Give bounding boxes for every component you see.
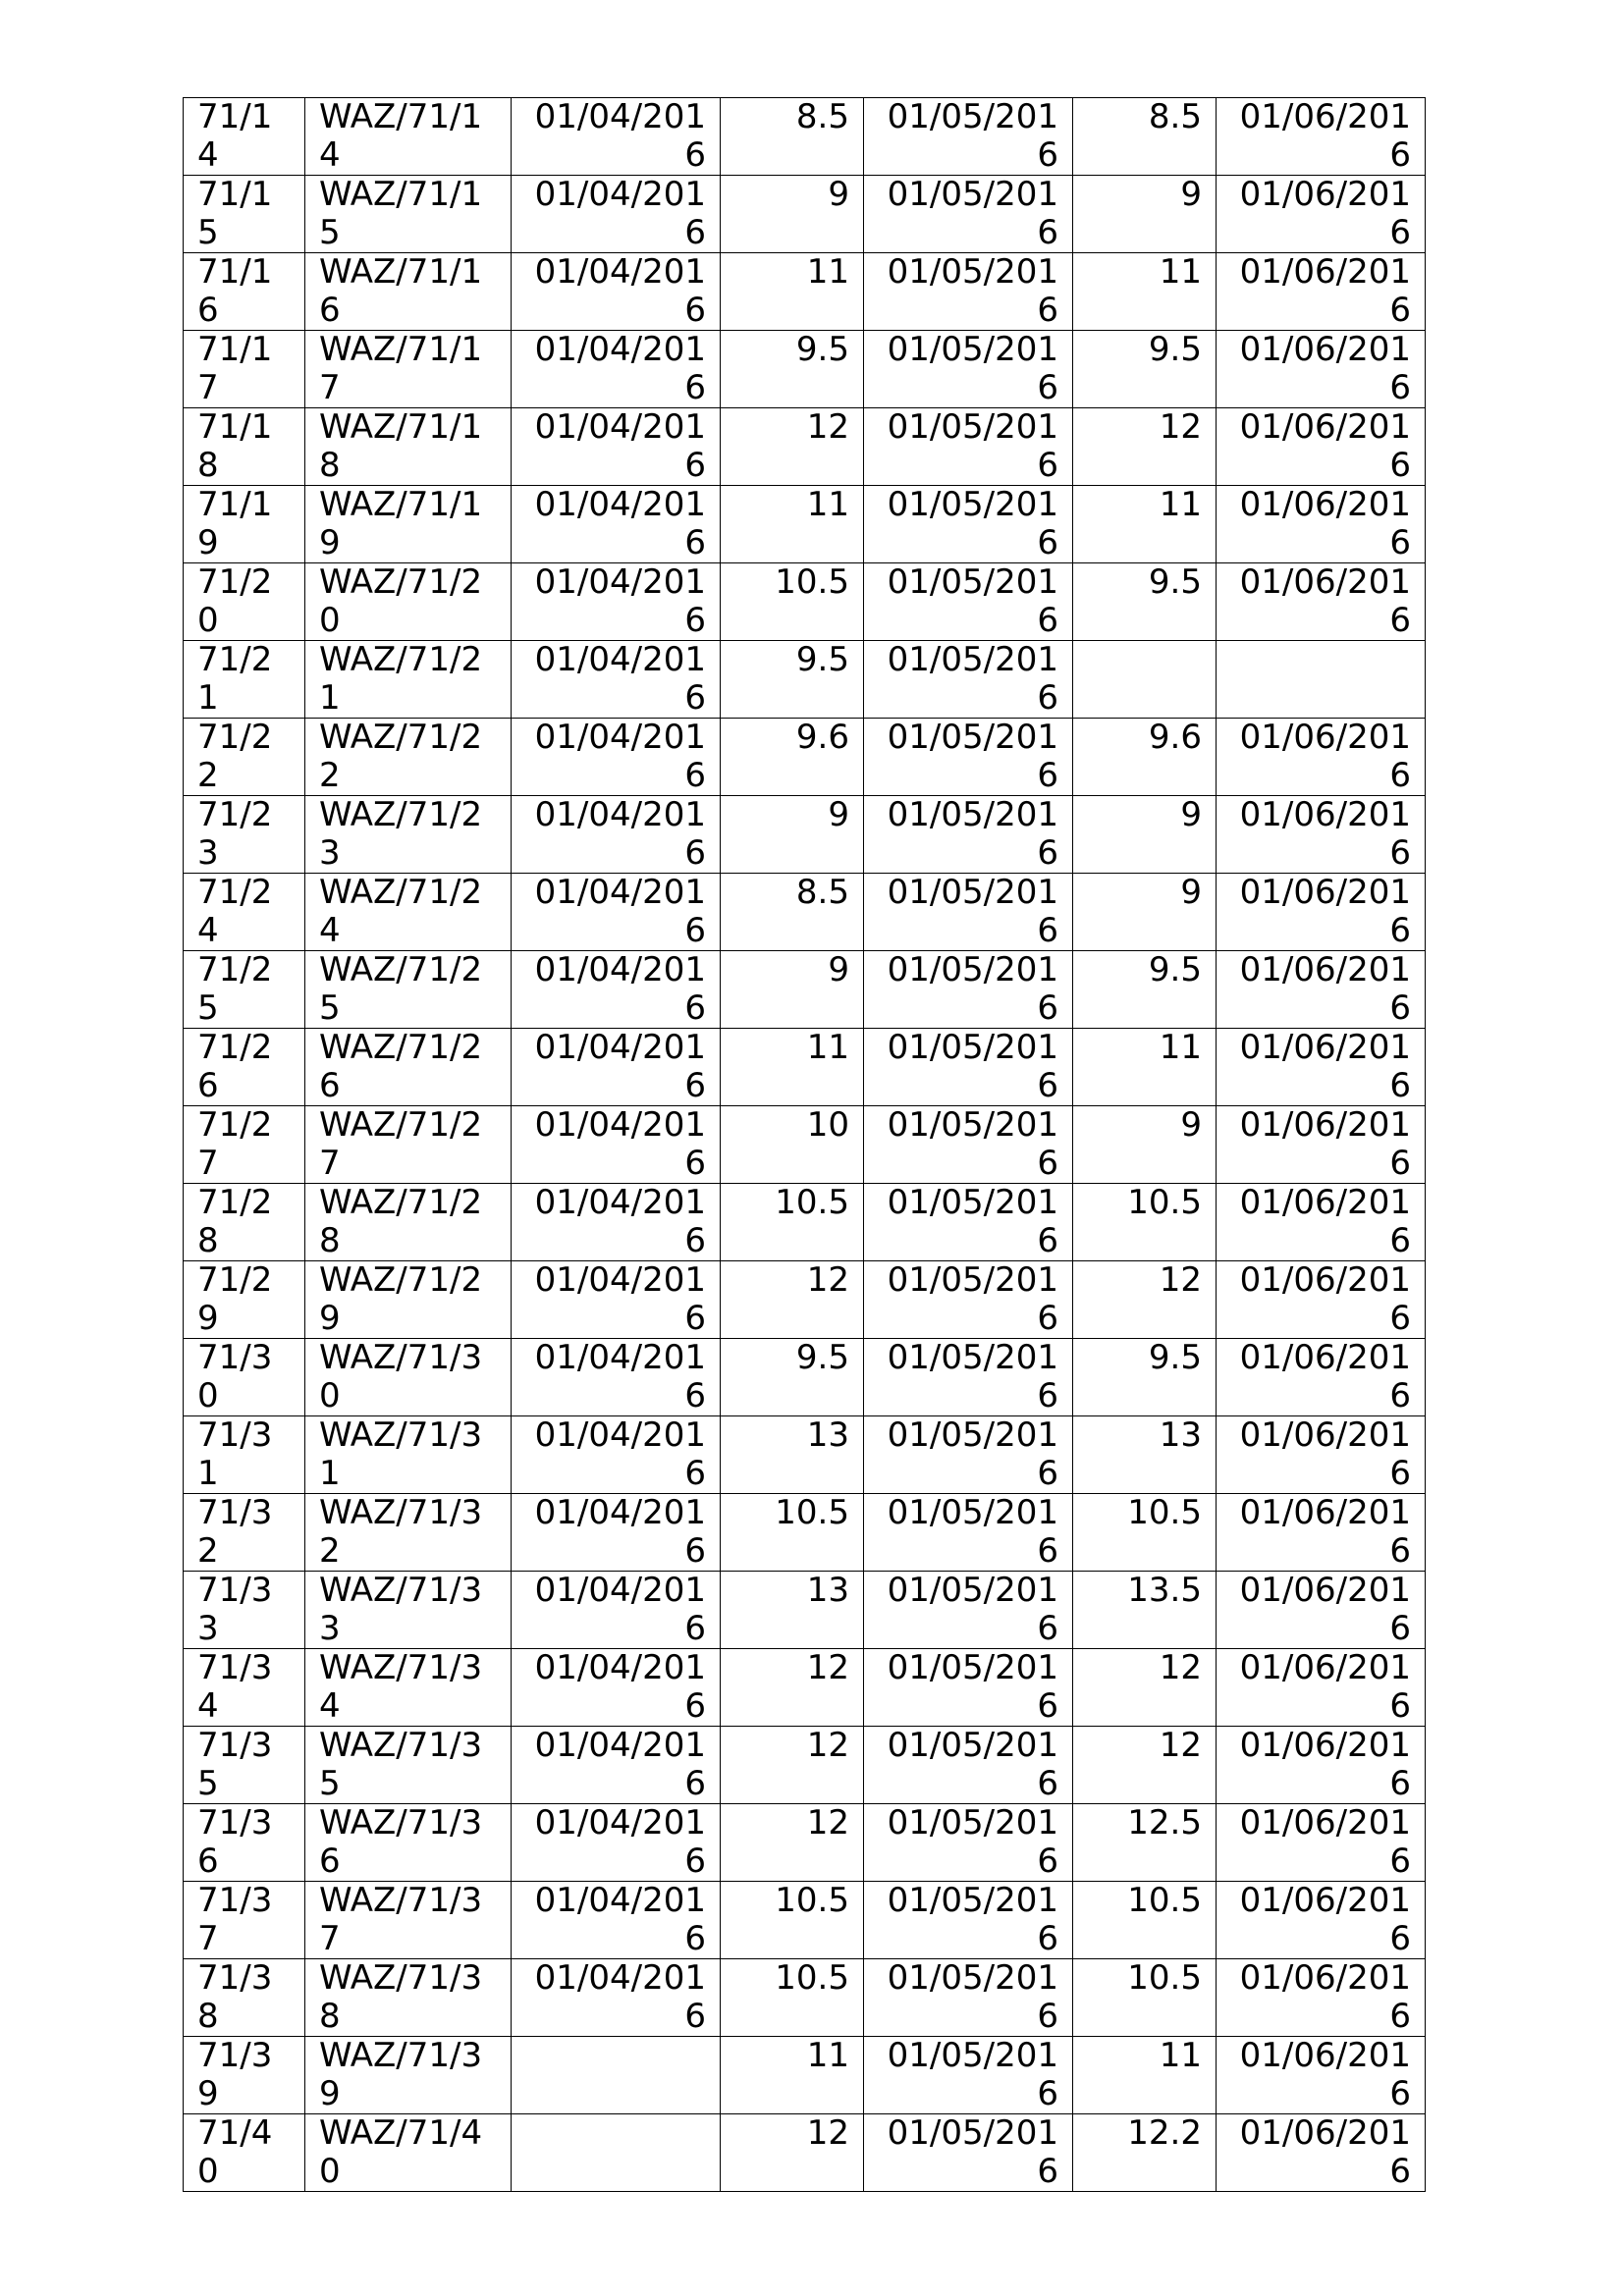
date-2-cell: 01/05/2016 bbox=[864, 486, 1073, 563]
value-1-cell: 9 bbox=[721, 951, 864, 1029]
value-2-cell: 9.5 bbox=[1073, 331, 1217, 408]
table-row bbox=[184, 1959, 1426, 2037]
date-1-cell: 01/04/2016 bbox=[512, 719, 721, 796]
table-row bbox=[184, 1029, 1426, 1106]
table-row bbox=[184, 176, 1426, 253]
date-2-cell: 01/05/2016 bbox=[864, 641, 1073, 719]
date-3-cell: 01/06/2016 bbox=[1217, 331, 1426, 408]
reference-cell: WAZ/71/40 bbox=[305, 2114, 512, 2192]
table-row bbox=[184, 1184, 1426, 1261]
value-2-cell: 9 bbox=[1073, 874, 1217, 951]
date-1-cell: 01/04/2016 bbox=[512, 1804, 721, 1882]
value-2-cell: 9 bbox=[1073, 1106, 1217, 1184]
value-2-cell: 8.5 bbox=[1073, 98, 1217, 176]
date-3-cell: 01/06/2016 bbox=[1217, 1649, 1426, 1727]
value-2-cell: 12 bbox=[1073, 1727, 1217, 1804]
value-2-cell: 11 bbox=[1073, 2037, 1217, 2114]
date-1-cell: 01/04/2016 bbox=[512, 874, 721, 951]
date-1-cell: 01/04/2016 bbox=[512, 796, 721, 874]
plot-id-cell: 71/36 bbox=[184, 1804, 305, 1882]
date-2-cell: 01/05/2016 bbox=[864, 1727, 1073, 1804]
table-row bbox=[184, 1882, 1426, 1959]
date-3-cell: 01/06/2016 bbox=[1217, 1804, 1426, 1882]
value-1-cell: 11 bbox=[721, 1029, 864, 1106]
table-row bbox=[184, 874, 1426, 951]
value-1-cell: 12 bbox=[721, 408, 864, 486]
date-2-cell: 01/05/2016 bbox=[864, 2037, 1073, 2114]
value-2-cell: 12 bbox=[1073, 408, 1217, 486]
plot-id-cell: 71/18 bbox=[184, 408, 305, 486]
date-3-cell: 01/06/2016 bbox=[1217, 1572, 1426, 1649]
plot-id-cell: 71/39 bbox=[184, 2037, 305, 2114]
data-table bbox=[183, 97, 1426, 2192]
plot-id-cell: 71/33 bbox=[184, 1572, 305, 1649]
value-1-cell: 10.5 bbox=[721, 1959, 864, 2037]
value-1-cell: 12 bbox=[721, 1727, 864, 1804]
reference-cell: WAZ/71/22 bbox=[305, 719, 512, 796]
plot-id-cell: 71/37 bbox=[184, 1882, 305, 1959]
value-2-cell: 9 bbox=[1073, 176, 1217, 253]
date-1-cell: 01/04/2016 bbox=[512, 1649, 721, 1727]
value-2-cell: 10.5 bbox=[1073, 1882, 1217, 1959]
date-1-cell: 01/04/2016 bbox=[512, 1029, 721, 1106]
reference-cell: WAZ/71/14 bbox=[305, 98, 512, 176]
value-2-cell: 9.5 bbox=[1073, 1339, 1217, 1416]
date-3-cell: 01/06/2016 bbox=[1217, 563, 1426, 641]
plot-id-cell: 71/31 bbox=[184, 1416, 305, 1494]
value-2-cell: 10.5 bbox=[1073, 1494, 1217, 1572]
plot-id-cell: 71/17 bbox=[184, 331, 305, 408]
reference-cell: WAZ/71/16 bbox=[305, 253, 512, 331]
value-2-cell: 9.6 bbox=[1073, 719, 1217, 796]
plot-id-cell: 71/25 bbox=[184, 951, 305, 1029]
date-1-cell: 01/04/2016 bbox=[512, 1261, 721, 1339]
date-1-cell bbox=[512, 2114, 721, 2192]
date-2-cell: 01/05/2016 bbox=[864, 1882, 1073, 1959]
value-1-cell: 9.5 bbox=[721, 1339, 864, 1416]
reference-cell: WAZ/71/31 bbox=[305, 1416, 512, 1494]
date-2-cell: 01/05/2016 bbox=[864, 874, 1073, 951]
date-3-cell: 01/06/2016 bbox=[1217, 176, 1426, 253]
reference-cell: WAZ/71/21 bbox=[305, 641, 512, 719]
reference-cell: WAZ/71/34 bbox=[305, 1649, 512, 1727]
date-1-cell: 01/04/2016 bbox=[512, 98, 721, 176]
date-2-cell: 01/05/2016 bbox=[864, 1184, 1073, 1261]
date-2-cell: 01/05/2016 bbox=[864, 1572, 1073, 1649]
date-2-cell: 01/05/2016 bbox=[864, 1494, 1073, 1572]
value-2-cell: 12.5 bbox=[1073, 1804, 1217, 1882]
value-1-cell: 10 bbox=[721, 1106, 864, 1184]
reference-cell: WAZ/71/33 bbox=[305, 1572, 512, 1649]
value-1-cell: 13 bbox=[721, 1572, 864, 1649]
date-2-cell: 01/05/2016 bbox=[864, 1029, 1073, 1106]
date-1-cell: 01/04/2016 bbox=[512, 1494, 721, 1572]
table-row bbox=[184, 408, 1426, 486]
plot-id-cell: 71/34 bbox=[184, 1649, 305, 1727]
table-row bbox=[184, 1804, 1426, 1882]
value-1-cell: 9.5 bbox=[721, 331, 864, 408]
plot-id-cell: 71/40 bbox=[184, 2114, 305, 2192]
table-row bbox=[184, 563, 1426, 641]
date-2-cell: 01/05/2016 bbox=[864, 176, 1073, 253]
date-1-cell: 01/04/2016 bbox=[512, 641, 721, 719]
plot-id-cell: 71/30 bbox=[184, 1339, 305, 1416]
date-3-cell: 01/06/2016 bbox=[1217, 1029, 1426, 1106]
value-2-cell: 11 bbox=[1073, 1029, 1217, 1106]
value-1-cell: 12 bbox=[721, 1804, 864, 1882]
value-2-cell bbox=[1073, 641, 1217, 719]
date-3-cell: 01/06/2016 bbox=[1217, 1339, 1426, 1416]
date-2-cell: 01/05/2016 bbox=[864, 1339, 1073, 1416]
reference-cell: WAZ/71/24 bbox=[305, 874, 512, 951]
table-row bbox=[184, 1261, 1426, 1339]
value-1-cell: 9.6 bbox=[721, 719, 864, 796]
value-2-cell: 9 bbox=[1073, 796, 1217, 874]
value-2-cell: 9.5 bbox=[1073, 951, 1217, 1029]
value-1-cell: 11 bbox=[721, 2037, 864, 2114]
date-2-cell: 01/05/2016 bbox=[864, 253, 1073, 331]
date-2-cell: 01/05/2016 bbox=[864, 2114, 1073, 2192]
date-3-cell: 01/06/2016 bbox=[1217, 1106, 1426, 1184]
value-1-cell: 9 bbox=[721, 796, 864, 874]
date-3-cell: 01/06/2016 bbox=[1217, 1416, 1426, 1494]
date-2-cell: 01/05/2016 bbox=[864, 408, 1073, 486]
date-1-cell: 01/04/2016 bbox=[512, 1572, 721, 1649]
table-row bbox=[184, 331, 1426, 408]
date-3-cell: 01/06/2016 bbox=[1217, 874, 1426, 951]
reference-cell: WAZ/71/23 bbox=[305, 796, 512, 874]
value-1-cell: 10.5 bbox=[721, 563, 864, 641]
value-1-cell: 9.5 bbox=[721, 641, 864, 719]
date-1-cell: 01/04/2016 bbox=[512, 1727, 721, 1804]
plot-id-cell: 71/19 bbox=[184, 486, 305, 563]
value-2-cell: 11 bbox=[1073, 253, 1217, 331]
table-row bbox=[184, 1494, 1426, 1572]
date-1-cell: 01/04/2016 bbox=[512, 176, 721, 253]
date-1-cell: 01/04/2016 bbox=[512, 486, 721, 563]
date-1-cell: 01/04/2016 bbox=[512, 1184, 721, 1261]
reference-cell: WAZ/71/17 bbox=[305, 331, 512, 408]
reference-cell: WAZ/71/20 bbox=[305, 563, 512, 641]
value-2-cell: 13.5 bbox=[1073, 1572, 1217, 1649]
date-1-cell: 01/04/2016 bbox=[512, 1959, 721, 2037]
reference-cell: WAZ/71/30 bbox=[305, 1339, 512, 1416]
date-3-cell: 01/06/2016 bbox=[1217, 1882, 1426, 1959]
reference-cell: WAZ/71/15 bbox=[305, 176, 512, 253]
reference-cell: WAZ/71/36 bbox=[305, 1804, 512, 1882]
value-1-cell: 13 bbox=[721, 1416, 864, 1494]
plot-id-cell: 71/16 bbox=[184, 253, 305, 331]
date-3-cell: 01/06/2016 bbox=[1217, 1261, 1426, 1339]
plot-id-cell: 71/14 bbox=[184, 98, 305, 176]
date-1-cell: 01/04/2016 bbox=[512, 331, 721, 408]
reference-cell: WAZ/71/26 bbox=[305, 1029, 512, 1106]
date-3-cell: 01/06/2016 bbox=[1217, 486, 1426, 563]
table-row bbox=[184, 1727, 1426, 1804]
plot-id-cell: 71/38 bbox=[184, 1959, 305, 2037]
table-row bbox=[184, 719, 1426, 796]
date-3-cell: 01/06/2016 bbox=[1217, 98, 1426, 176]
table-row bbox=[184, 2114, 1426, 2192]
value-2-cell: 11 bbox=[1073, 486, 1217, 563]
date-2-cell: 01/05/2016 bbox=[864, 1261, 1073, 1339]
date-3-cell: 01/06/2016 bbox=[1217, 1494, 1426, 1572]
table-row bbox=[184, 951, 1426, 1029]
date-3-cell: 01/06/2016 bbox=[1217, 253, 1426, 331]
value-1-cell: 10.5 bbox=[721, 1494, 864, 1572]
table-row bbox=[184, 253, 1426, 331]
table-row bbox=[184, 1339, 1426, 1416]
table-row bbox=[184, 1416, 1426, 1494]
reference-cell: WAZ/71/28 bbox=[305, 1184, 512, 1261]
table-row bbox=[184, 796, 1426, 874]
date-3-cell: 01/06/2016 bbox=[1217, 1959, 1426, 2037]
date-1-cell: 01/04/2016 bbox=[512, 253, 721, 331]
value-1-cell: 10.5 bbox=[721, 1184, 864, 1261]
reference-cell: WAZ/71/19 bbox=[305, 486, 512, 563]
value-2-cell: 10.5 bbox=[1073, 1184, 1217, 1261]
date-2-cell: 01/05/2016 bbox=[864, 719, 1073, 796]
table-row bbox=[184, 1106, 1426, 1184]
reference-cell: WAZ/71/39 bbox=[305, 2037, 512, 2114]
date-2-cell: 01/05/2016 bbox=[864, 951, 1073, 1029]
plot-id-cell: 71/29 bbox=[184, 1261, 305, 1339]
date-2-cell: 01/05/2016 bbox=[864, 331, 1073, 408]
plot-id-cell: 71/27 bbox=[184, 1106, 305, 1184]
date-1-cell bbox=[512, 2037, 721, 2114]
date-3-cell: 01/06/2016 bbox=[1217, 1184, 1426, 1261]
date-1-cell: 01/04/2016 bbox=[512, 563, 721, 641]
value-1-cell: 12 bbox=[721, 1261, 864, 1339]
reference-cell: WAZ/71/18 bbox=[305, 408, 512, 486]
value-1-cell: 10.5 bbox=[721, 1882, 864, 1959]
plot-id-cell: 71/35 bbox=[184, 1727, 305, 1804]
table-row bbox=[184, 486, 1426, 563]
date-2-cell: 01/05/2016 bbox=[864, 563, 1073, 641]
plot-id-cell: 71/26 bbox=[184, 1029, 305, 1106]
value-1-cell: 11 bbox=[721, 253, 864, 331]
table-row bbox=[184, 2037, 1426, 2114]
date-2-cell: 01/05/2016 bbox=[864, 1416, 1073, 1494]
reference-cell: WAZ/71/27 bbox=[305, 1106, 512, 1184]
value-1-cell: 12 bbox=[721, 2114, 864, 2192]
date-1-cell: 01/04/2016 bbox=[512, 408, 721, 486]
value-1-cell: 8.5 bbox=[721, 98, 864, 176]
date-1-cell: 01/04/2016 bbox=[512, 1882, 721, 1959]
plot-id-cell: 71/28 bbox=[184, 1184, 305, 1261]
date-2-cell: 01/05/2016 bbox=[864, 1959, 1073, 2037]
reference-cell: WAZ/71/32 bbox=[305, 1494, 512, 1572]
date-3-cell: 01/06/2016 bbox=[1217, 408, 1426, 486]
value-1-cell: 9 bbox=[721, 176, 864, 253]
table-row bbox=[184, 641, 1426, 719]
plot-id-cell: 71/23 bbox=[184, 796, 305, 874]
value-2-cell: 9.5 bbox=[1073, 563, 1217, 641]
value-2-cell: 12 bbox=[1073, 1649, 1217, 1727]
value-2-cell: 13 bbox=[1073, 1416, 1217, 1494]
value-1-cell: 8.5 bbox=[721, 874, 864, 951]
date-2-cell: 01/05/2016 bbox=[864, 1106, 1073, 1184]
date-2-cell: 01/05/2016 bbox=[864, 1649, 1073, 1727]
date-3-cell: 01/06/2016 bbox=[1217, 796, 1426, 874]
date-3-cell: 01/06/2016 bbox=[1217, 951, 1426, 1029]
table-row bbox=[184, 1649, 1426, 1727]
date-2-cell: 01/05/2016 bbox=[864, 796, 1073, 874]
date-1-cell: 01/04/2016 bbox=[512, 1416, 721, 1494]
date-2-cell: 01/05/2016 bbox=[864, 1804, 1073, 1882]
value-1-cell: 12 bbox=[721, 1649, 864, 1727]
date-3-cell: 01/06/2016 bbox=[1217, 1727, 1426, 1804]
plot-id-cell: 71/22 bbox=[184, 719, 305, 796]
value-2-cell: 12 bbox=[1073, 1261, 1217, 1339]
table-body bbox=[184, 98, 1426, 2192]
date-3-cell: 01/06/2016 bbox=[1217, 2114, 1426, 2192]
date-3-cell bbox=[1217, 641, 1426, 719]
reference-cell: WAZ/71/37 bbox=[305, 1882, 512, 1959]
value-2-cell: 12.2 bbox=[1073, 2114, 1217, 2192]
value-1-cell: 11 bbox=[721, 486, 864, 563]
reference-cell: WAZ/71/38 bbox=[305, 1959, 512, 2037]
reference-cell: WAZ/71/35 bbox=[305, 1727, 512, 1804]
plot-id-cell: 71/24 bbox=[184, 874, 305, 951]
date-3-cell: 01/06/2016 bbox=[1217, 719, 1426, 796]
date-1-cell: 01/04/2016 bbox=[512, 951, 721, 1029]
reference-cell: WAZ/71/29 bbox=[305, 1261, 512, 1339]
reference-cell: WAZ/71/25 bbox=[305, 951, 512, 1029]
value-2-cell: 10.5 bbox=[1073, 1959, 1217, 2037]
table-row bbox=[184, 98, 1426, 176]
date-2-cell: 01/05/2016 bbox=[864, 98, 1073, 176]
table-row bbox=[184, 1572, 1426, 1649]
plot-id-cell: 71/15 bbox=[184, 176, 305, 253]
date-1-cell: 01/04/2016 bbox=[512, 1339, 721, 1416]
plot-id-cell: 71/20 bbox=[184, 563, 305, 641]
plot-id-cell: 71/21 bbox=[184, 641, 305, 719]
date-3-cell: 01/06/2016 bbox=[1217, 2037, 1426, 2114]
date-1-cell: 01/04/2016 bbox=[512, 1106, 721, 1184]
plot-id-cell: 71/32 bbox=[184, 1494, 305, 1572]
